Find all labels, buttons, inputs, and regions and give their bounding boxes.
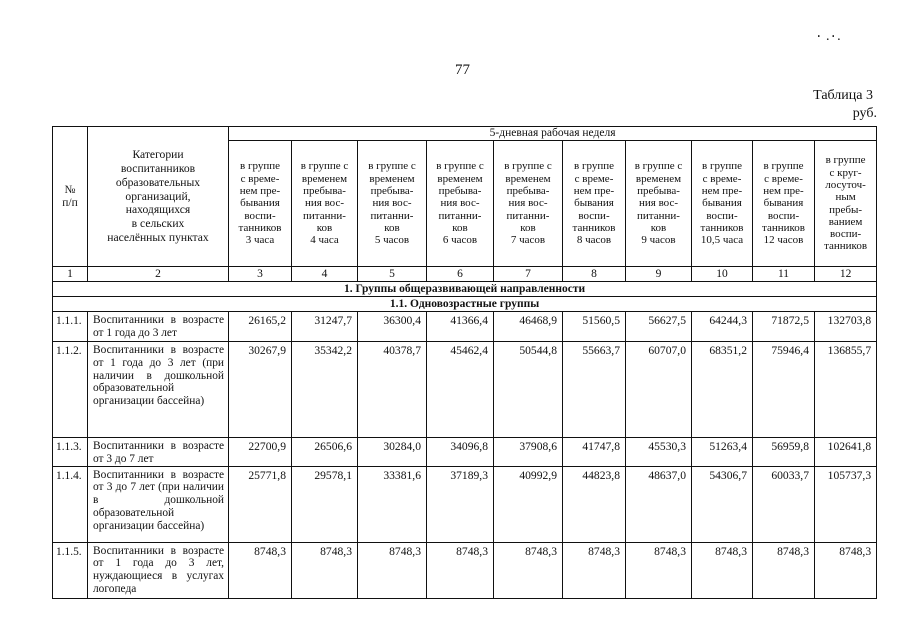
value-cell: 34096,8 [427, 438, 494, 467]
value-cell: 40992,9 [494, 466, 563, 542]
column-header: в группе с време- нем пре- бывания воспи- танников 3 часа [229, 141, 292, 267]
value-cell: 8748,3 [358, 542, 427, 598]
row-number: 1.1.3. [53, 438, 88, 467]
value-cell: 8748,3 [692, 542, 753, 598]
row-number: 1.1.5. [53, 542, 88, 598]
value-cell: 33381,6 [358, 466, 427, 542]
value-cell: 8748,3 [494, 542, 563, 598]
value-cell: 8748,3 [626, 542, 692, 598]
value-cell: 37908,6 [494, 438, 563, 467]
tariff-table [52, 126, 877, 599]
header-num: № п/п [53, 127, 88, 267]
value-cell: 51560,5 [563, 312, 626, 342]
value-cell: 71872,5 [753, 312, 815, 342]
column-number: 1 [53, 267, 88, 282]
value-cell: 55663,7 [563, 342, 626, 438]
row-category: Воспитанники в возрасте от 1 года до 3 лет [88, 312, 229, 342]
value-cell: 8748,3 [229, 542, 292, 598]
value-cell: 75946,4 [753, 342, 815, 438]
value-cell: 54306,7 [692, 466, 753, 542]
value-cell: 25771,8 [229, 466, 292, 542]
value-cell: 30267,9 [229, 342, 292, 438]
value-cell: 29578,1 [292, 466, 358, 542]
row-category: Воспитанники в возрасте от 1 года до 3 лет, нуждающиеся в услугах логопеда [88, 542, 229, 598]
column-number: 2 [88, 267, 229, 282]
value-cell: 60033,7 [753, 466, 815, 542]
value-cell: 36300,4 [358, 312, 427, 342]
value-cell: 40378,7 [358, 342, 427, 438]
value-cell: 35342,2 [292, 342, 358, 438]
table-label: Таблица 3 [813, 88, 873, 103]
row-category: Воспитанники в возрасте от 1 года до 3 лет (при наличии в дошкольной образовательной организации бассейна) [88, 342, 229, 438]
value-cell: 46468,9 [494, 312, 563, 342]
value-cell: 31247,7 [292, 312, 358, 342]
value-cell: 8748,3 [427, 542, 494, 598]
value-cell: 51263,4 [692, 438, 753, 467]
column-header: в группе с временем пребыва- ния вос- питанни- ков 9 часов [626, 141, 692, 267]
table-row [53, 342, 877, 438]
header-category: Категории воспитанников образовательных организаций, находящихся в сельских населённых пунктах [88, 127, 229, 267]
value-cell: 50544,8 [494, 342, 563, 438]
value-cell: 22700,9 [229, 438, 292, 467]
column-number: 4 [292, 267, 358, 282]
column-number: 6 [427, 267, 494, 282]
column-number: 11 [753, 267, 815, 282]
column-number: 5 [358, 267, 427, 282]
value-cell: 132703,8 [815, 312, 877, 342]
value-cell: 45462,4 [427, 342, 494, 438]
column-header: в группе с круг- лосуточ- ным пребы- ванием воспи- танников [815, 141, 877, 267]
value-cell: 8748,3 [815, 542, 877, 598]
column-header: в группе с временем пребыва- ния вос- питанни- ков 7 часов [494, 141, 563, 267]
column-number: 7 [494, 267, 563, 282]
value-cell: 48637,0 [626, 466, 692, 542]
value-cell: 45530,3 [626, 438, 692, 467]
column-number: 9 [626, 267, 692, 282]
table-row [53, 312, 877, 342]
value-cell: 136855,7 [815, 342, 877, 438]
column-header: в группе с временем пребыва- ния вос- питанни- ков 5 часов [358, 141, 427, 267]
column-header: в группе с временем пребыва- ния вос- питанни- ков 4 часа [292, 141, 358, 267]
subsection-title: 1.1. Одновозрастные группы [53, 297, 877, 312]
value-cell: 8748,3 [292, 542, 358, 598]
column-header: в группе с временем пребыва- ния вос- питанни- ков 6 часов [427, 141, 494, 267]
header-group: 5-дневная рабочая неделя [229, 127, 877, 141]
column-number: 12 [815, 267, 877, 282]
row-number: 1.1.4. [53, 466, 88, 542]
value-cell: 60707,0 [626, 342, 692, 438]
table-unit: руб. [852, 106, 877, 121]
value-cell: 37189,3 [427, 466, 494, 542]
table-row [53, 542, 877, 598]
row-category: Воспитанники в возрасте от 3 до 7 лет (при наличии в дошкольной образовательной организации бассейна) [88, 466, 229, 542]
value-cell: 41366,4 [427, 312, 494, 342]
value-cell: 56959,8 [753, 438, 815, 467]
column-header: в группе с време- нем пре- бывания воспи- танников 8 часов [563, 141, 626, 267]
value-cell: 30284,0 [358, 438, 427, 467]
table-row [53, 438, 877, 467]
value-cell: 8748,3 [563, 542, 626, 598]
value-cell: 8748,3 [753, 542, 815, 598]
value-cell: 64244,3 [692, 312, 753, 342]
page-number: 77 [455, 62, 470, 78]
row-number: 1.1.1. [53, 312, 88, 342]
value-cell: 102641,8 [815, 438, 877, 467]
column-number: 10 [692, 267, 753, 282]
scan-marks: ٠. ٠. [815, 29, 841, 44]
value-cell: 26165,2 [229, 312, 292, 342]
row-category: Воспитанники в возрасте от 3 до 7 лет [88, 438, 229, 467]
value-cell: 68351,2 [692, 342, 753, 438]
section-title: 1. Группы общеразвивающей направленности [53, 282, 877, 297]
value-cell: 56627,5 [626, 312, 692, 342]
value-cell: 41747,8 [563, 438, 626, 467]
column-header: в группе с време- нем пре- бывания воспи- танников 10,5 часа [692, 141, 753, 267]
column-number: 3 [229, 267, 292, 282]
value-cell: 44823,8 [563, 466, 626, 542]
row-number: 1.1.2. [53, 342, 88, 438]
table-row [53, 466, 877, 542]
value-cell: 105737,3 [815, 466, 877, 542]
value-cell: 26506,6 [292, 438, 358, 467]
column-number: 8 [563, 267, 626, 282]
column-header: в группе с време- нем пре- бывания воспи- танников 12 часов [753, 141, 815, 267]
